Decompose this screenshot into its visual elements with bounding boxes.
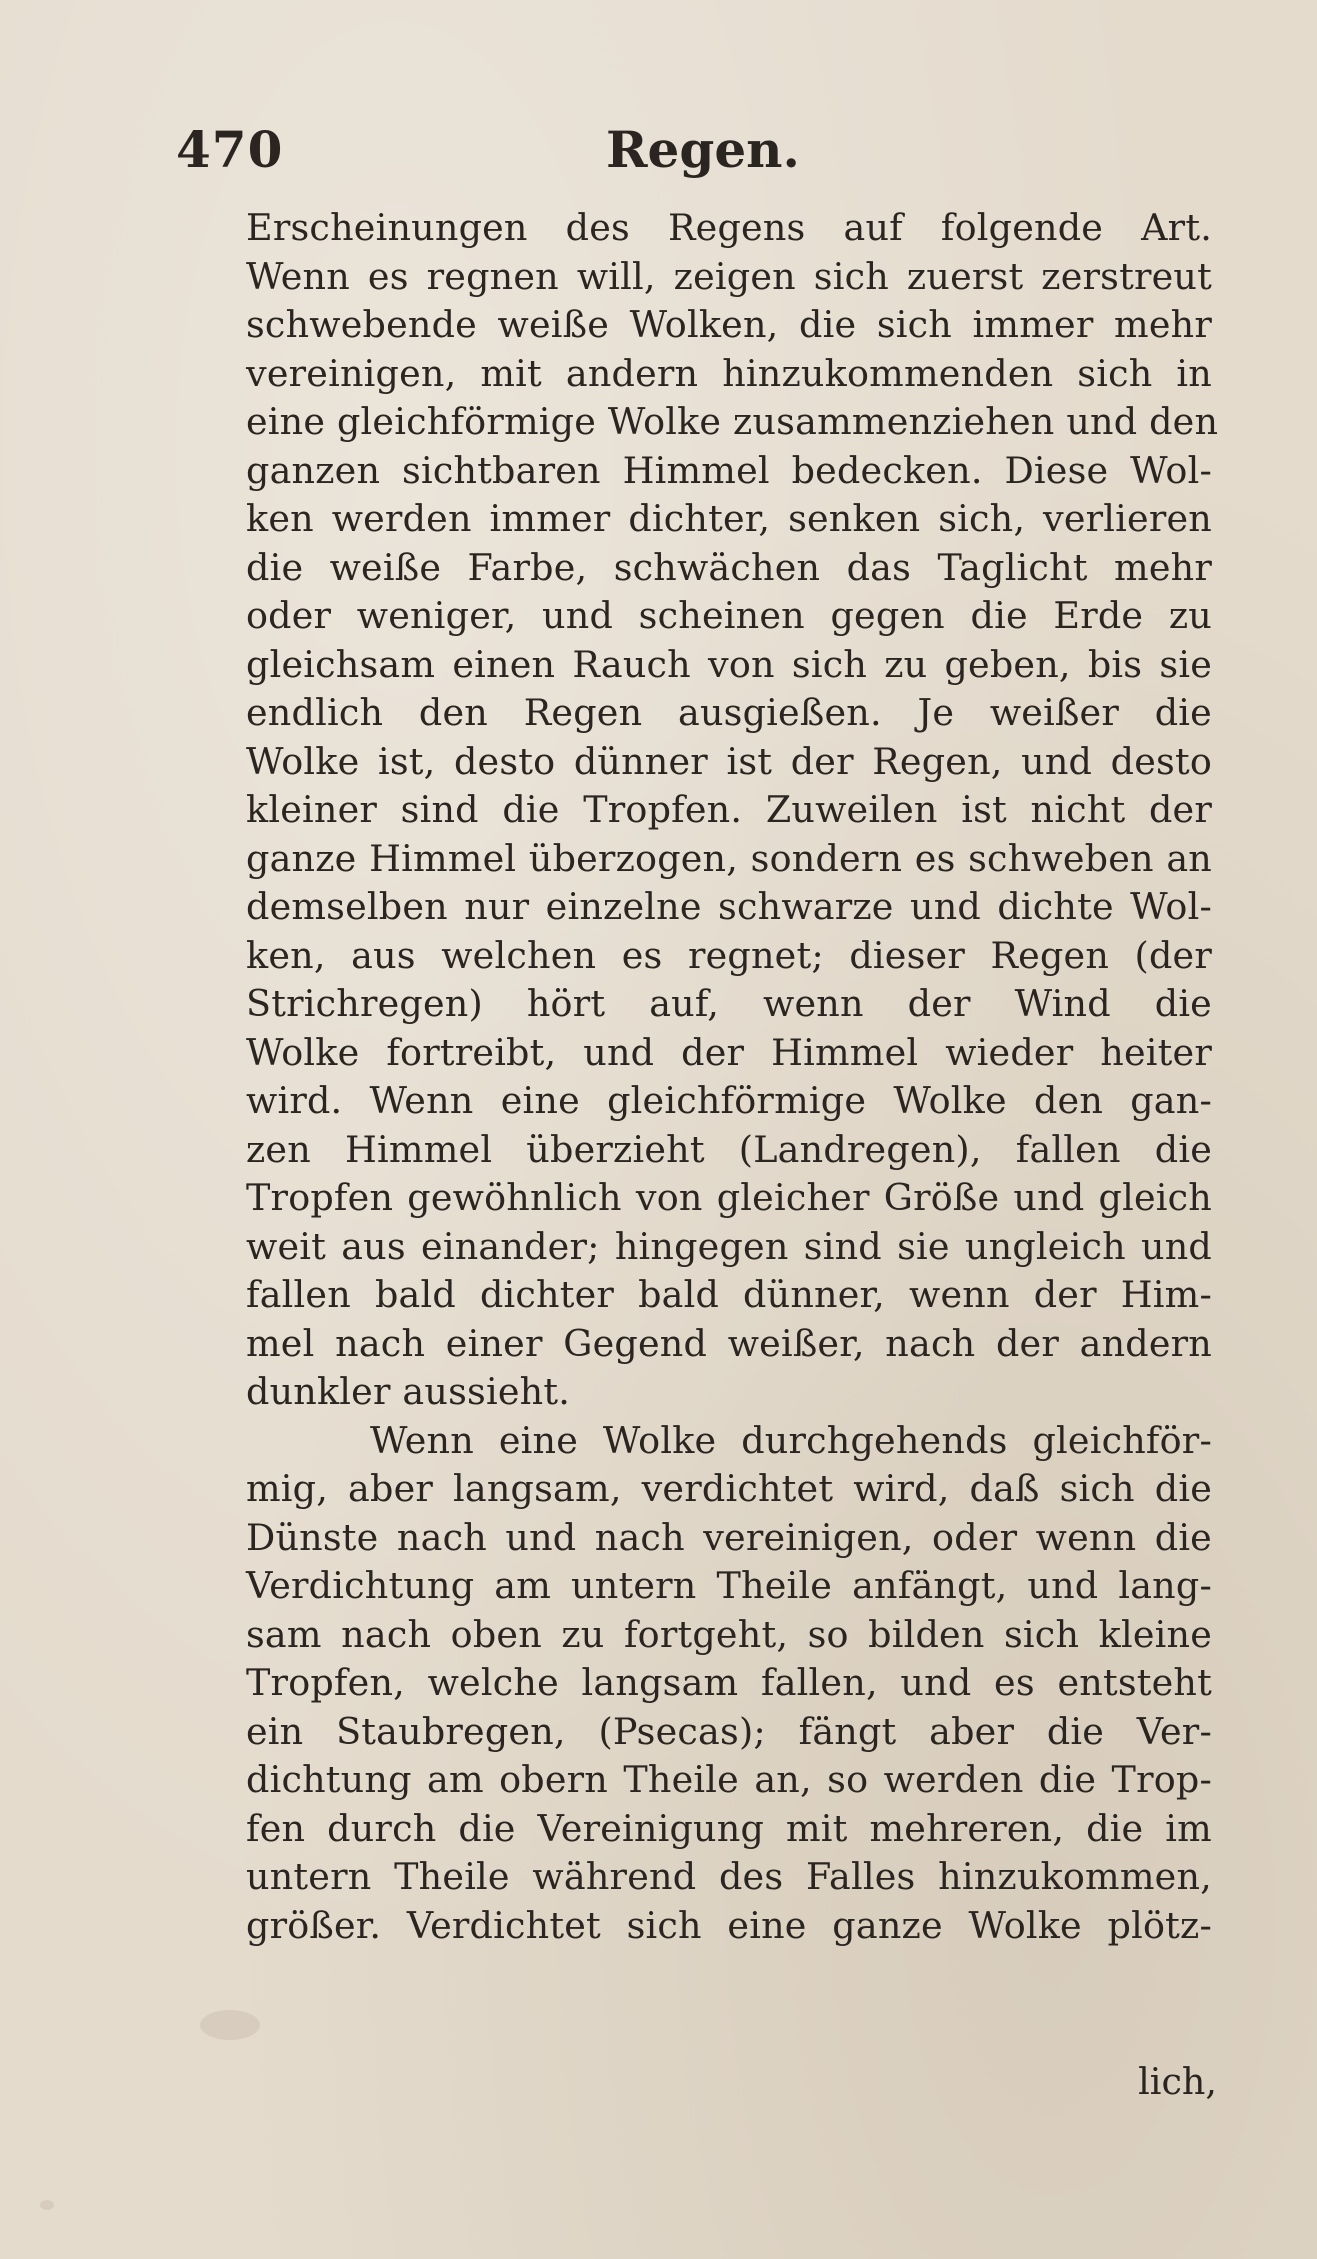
text-line: vereinigen, mit andern hinzukommenden sich in [246,351,1212,395]
text-line: dunkler aussieht. [246,1370,571,1413]
text-line: ganzen sichtbaren Himmel bedecken. Diese Wol- [246,448,1212,492]
text-line: kleiner sind die Tropfen. Zuweilen ist nicht der [246,788,1212,831]
text-line: Tropfen gewöhnlich von gleicher Größe und gleich [246,1176,1212,1219]
text-line: Tropfen, welche langsam fallen, und es entsteht [246,1661,1212,1704]
text-line: Dünste nach und nach vereinigen, oder wenn die [246,1515,1212,1559]
catchword: lich, [1138,2060,1217,2103]
text-line: sam nach oben zu fortgeht, so bilden sich kleine [246,1612,1212,1656]
page-number: 470 [176,120,284,179]
text-line: Verdichtung am untern Theile anfängt, und lang- [246,1564,1212,1607]
text-line: Wolke ist, desto dünner ist der Regen, und desto [246,739,1212,783]
text-line: endlich den Regen ausgießen. Je weißer die [246,691,1212,734]
text-line: die weiße Farbe, schwächen das Taglicht mehr [246,545,1212,589]
text-line: untern Theile während des Falles hinzukommen, [246,1855,1212,1898]
paragraph-first-line: Wenn eine Wolke durchgehends gleichför- [370,1418,1212,1462]
paper-stain [200,2010,260,2040]
text-line: fen durch die Vereinigung mit mehreren, die im [246,1806,1212,1850]
text-line: größer. Verdichtet sich eine ganze Wolke plötz- [246,1903,1212,1947]
text-line: oder weniger, und scheinen gegen die Erde zu [246,594,1212,637]
text-line: Strichregen) hört auf, wenn der Wind die [246,982,1212,1025]
text-line: Wolke fortreibt, und der Himmel wieder heiter [246,1030,1212,1074]
text-line: mel nach einer Gegend weißer, nach der andern [246,1321,1212,1365]
text-line: fallen bald dichter bald dünner, wenn der Him- [246,1273,1212,1316]
text-line: gleichsam einen Rauch von sich zu geben, bis sie [246,642,1212,686]
text-line: eine gleichförmige Wolke zusammenziehen und den [246,400,1219,443]
running-title: Regen. [606,120,800,179]
page-header [176,112,1236,192]
text-line: wird. Wenn eine gleichförmige Wolke den gan- [246,1079,1212,1122]
text-line: zen Himmel überzieht (Landregen), fallen die [246,1127,1212,1171]
text-line: ein Staubregen, (Psecas); fängt aber die Ver- [246,1709,1212,1753]
text-line: Erscheinungen des Regens auf folgende Art. [246,206,1212,249]
text-line: dichtung am obern Theile an, so werden die Trop- [246,1758,1212,1801]
body-text [246,204,1219,1950]
text-line: ken werden immer dichter, senken sich, verlieren [246,497,1212,540]
text-line: ganze Himmel überzogen, sondern es schweben an [246,836,1212,880]
paper-stain [40,2200,54,2210]
text-line: ken, aus welchen es regnet; dieser Regen (der [246,933,1212,977]
text-line: demselben nur einzelne schwarze und dichte Wol- [246,885,1212,928]
text-line: schwebende weiße Wolken, die sich immer mehr [246,303,1212,346]
text-line: Wenn es regnen will, zeigen sich zuerst zerstreut [246,254,1212,298]
text-line: mig, aber langsam, verdichtet wird, daß sich die [246,1467,1212,1510]
text-line: weit aus einander; hingegen sind sie ungleich und [246,1224,1212,1268]
